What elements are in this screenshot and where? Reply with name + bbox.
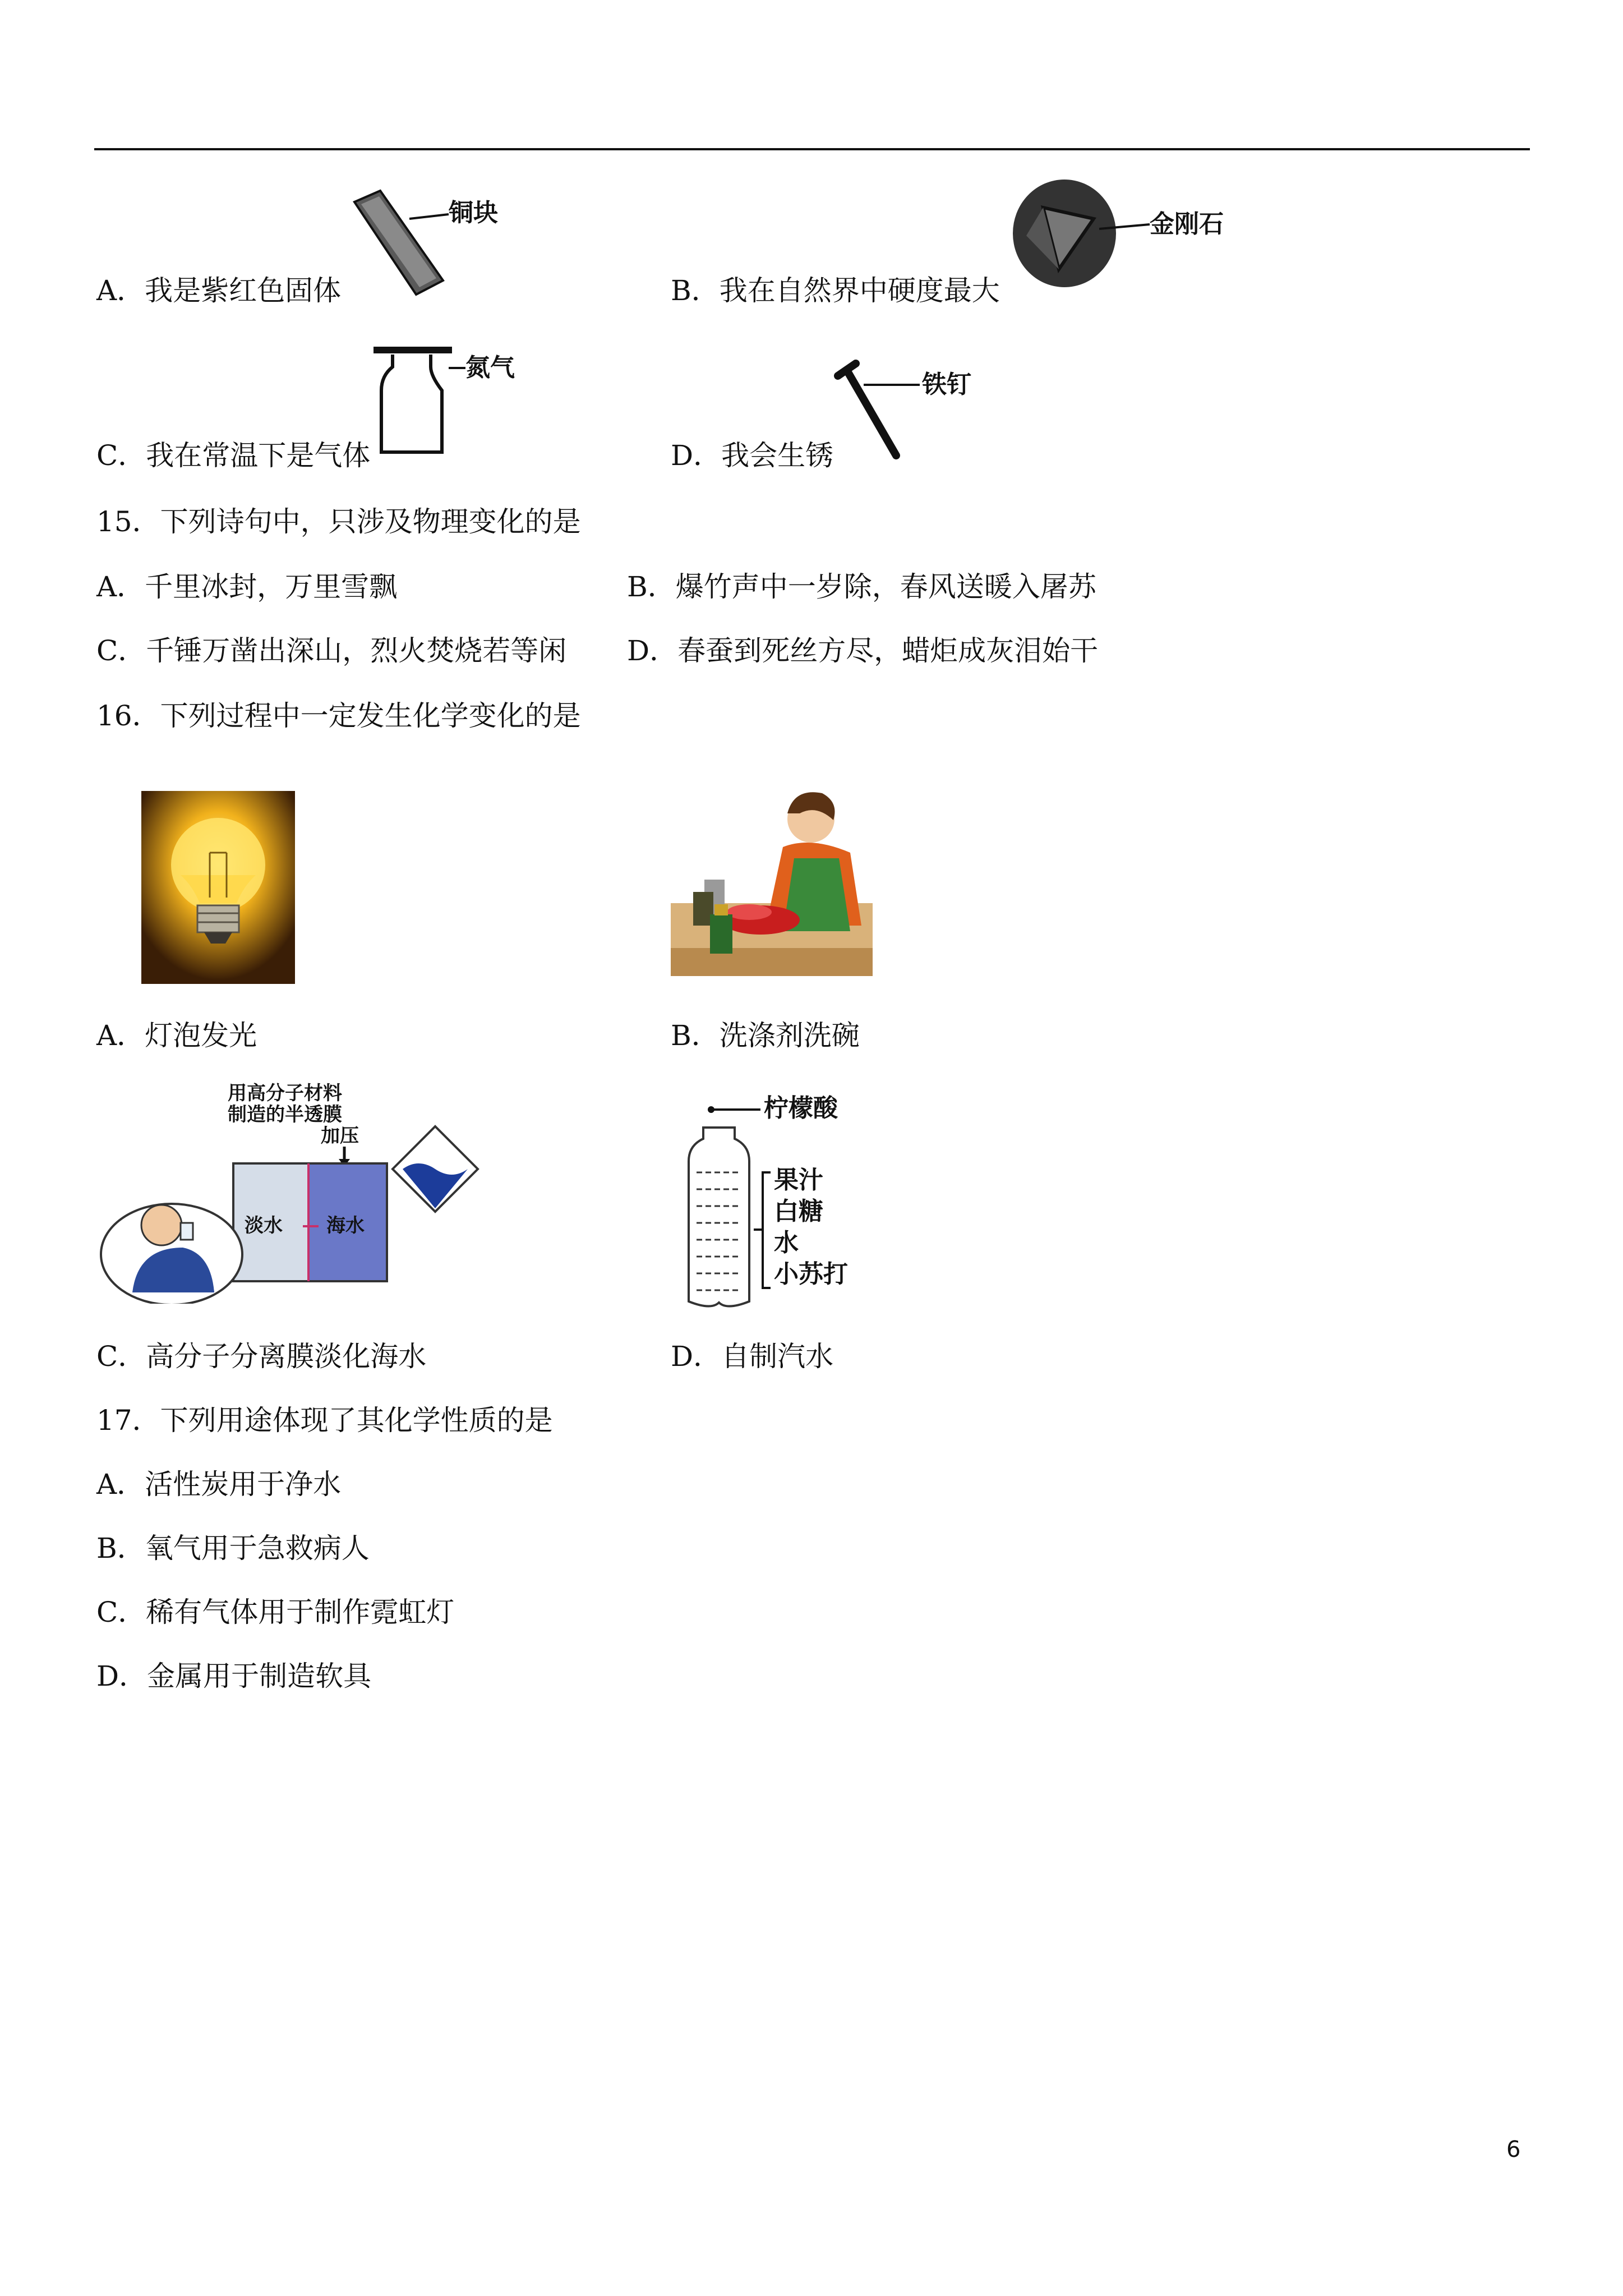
option-text: 活性炭用于净水 [145,1468,342,1501]
option-text: 我会生锈 [721,439,834,472]
membrane-label-1: 用高分子材料 [228,1082,342,1105]
iron-nail-icon [830,353,1009,466]
desalination-icon [99,1079,497,1304]
q16-option-b[interactable] [671,1019,860,1052]
diamond-icon [1009,174,1245,309]
copper-block-icon [348,185,527,303]
option-letter: C． [96,634,146,667]
header-rule [94,148,1530,150]
option-letter: B． [671,1019,720,1052]
option-text: 氧气用于急救病人 [145,1532,370,1565]
q14-option-b[interactable] [671,274,1000,307]
diamond-label: 金刚石 [1150,210,1224,238]
soda-item-1: 果汁 [774,1166,823,1194]
q15-option-c[interactable] [96,634,566,668]
gas-label: 氮气 [465,353,515,382]
option-text: 我是紫红色固体 [145,274,342,307]
option-letter: D． [671,439,722,472]
soda-top-label: 柠檬酸 [764,1094,838,1122]
option-letter: A． [96,274,145,307]
option-text: 自制汽水 [721,1340,834,1373]
q15-option-a[interactable] [96,570,397,604]
option-text: 我在自然界中硬度最大 [719,274,1000,307]
q14-option-d[interactable] [671,439,833,472]
soda-item-3: 水 [774,1228,799,1257]
option-text: 洗涤剂洗碗 [719,1019,860,1052]
option-text: 我在常温下是气体 [146,439,371,472]
option-letter: B． [671,274,720,307]
soda-item-4: 小苏打 [774,1260,848,1289]
membrane-label-2: 制造的半透膜 [228,1103,342,1126]
q15-stem: 15．下列诗句中，只涉及物理变化的是 [96,505,581,538]
option-letter: C． [96,1596,146,1628]
option-letter: A． [96,1468,145,1501]
option-letter: D． [671,1340,722,1373]
option-letter: B． [627,570,676,603]
q16-option-a[interactable] [96,1019,257,1052]
soda-bottle-icon [671,1094,873,1318]
nail-label: 铁钉 [922,370,971,399]
q15-option-b[interactable] [627,570,1096,604]
page-number: 6 [1506,2137,1521,2162]
q17-option-b[interactable] [96,1531,370,1565]
option-text: 千里冰封，万里雪飘 [145,570,398,603]
option-text: 灯泡发光 [145,1019,257,1052]
q15-option-d[interactable] [627,634,1098,668]
gas-bottle-icon [370,342,538,460]
option-letter: D． [96,1660,147,1692]
q14-option-c[interactable] [96,439,370,472]
q17-option-a[interactable] [96,1467,341,1501]
q17-option-c[interactable] [96,1595,454,1629]
option-text: 高分子分离膜淡化海水 [146,1340,427,1373]
option-text: 金属用于制造软具 [147,1660,372,1692]
option-letter: B． [96,1532,145,1565]
option-letter: C． [96,439,146,472]
washing-dishes-icon [671,780,873,987]
fresh-water-label: 淡水 [245,1214,283,1237]
q17-option-d[interactable] [96,1659,371,1693]
option-text: 千锤万凿出深山，烈火焚烧若等闲 [146,634,567,667]
light-bulb-icon [141,791,295,984]
q14-option-a[interactable] [96,274,341,307]
option-letter: C． [96,1340,146,1373]
option-letter: A． [96,1019,145,1052]
q16-option-d[interactable] [671,1340,833,1373]
q16-stem: 16．下列过程中一定发生化学变化的是 [96,700,581,732]
option-text: 稀有气体用于制作霓虹灯 [146,1596,455,1628]
option-letter: A． [96,570,145,603]
option-text: 爆竹声中一岁除，春风送暖入屠苏 [675,570,1096,603]
q16-option-c[interactable] [96,1340,426,1373]
option-text: 春蚕到死丝方尽，蜡炬成灰泪始干 [677,634,1099,667]
copper-label: 铜块 [449,199,498,227]
soda-item-2: 白糖 [774,1197,823,1226]
sea-water-label: 海水 [326,1214,365,1237]
q17-stem: 17．下列用途体现了其化学性质的是 [96,1404,553,1437]
pressure-label: 加压 [321,1125,359,1147]
option-letter: D． [627,634,678,667]
